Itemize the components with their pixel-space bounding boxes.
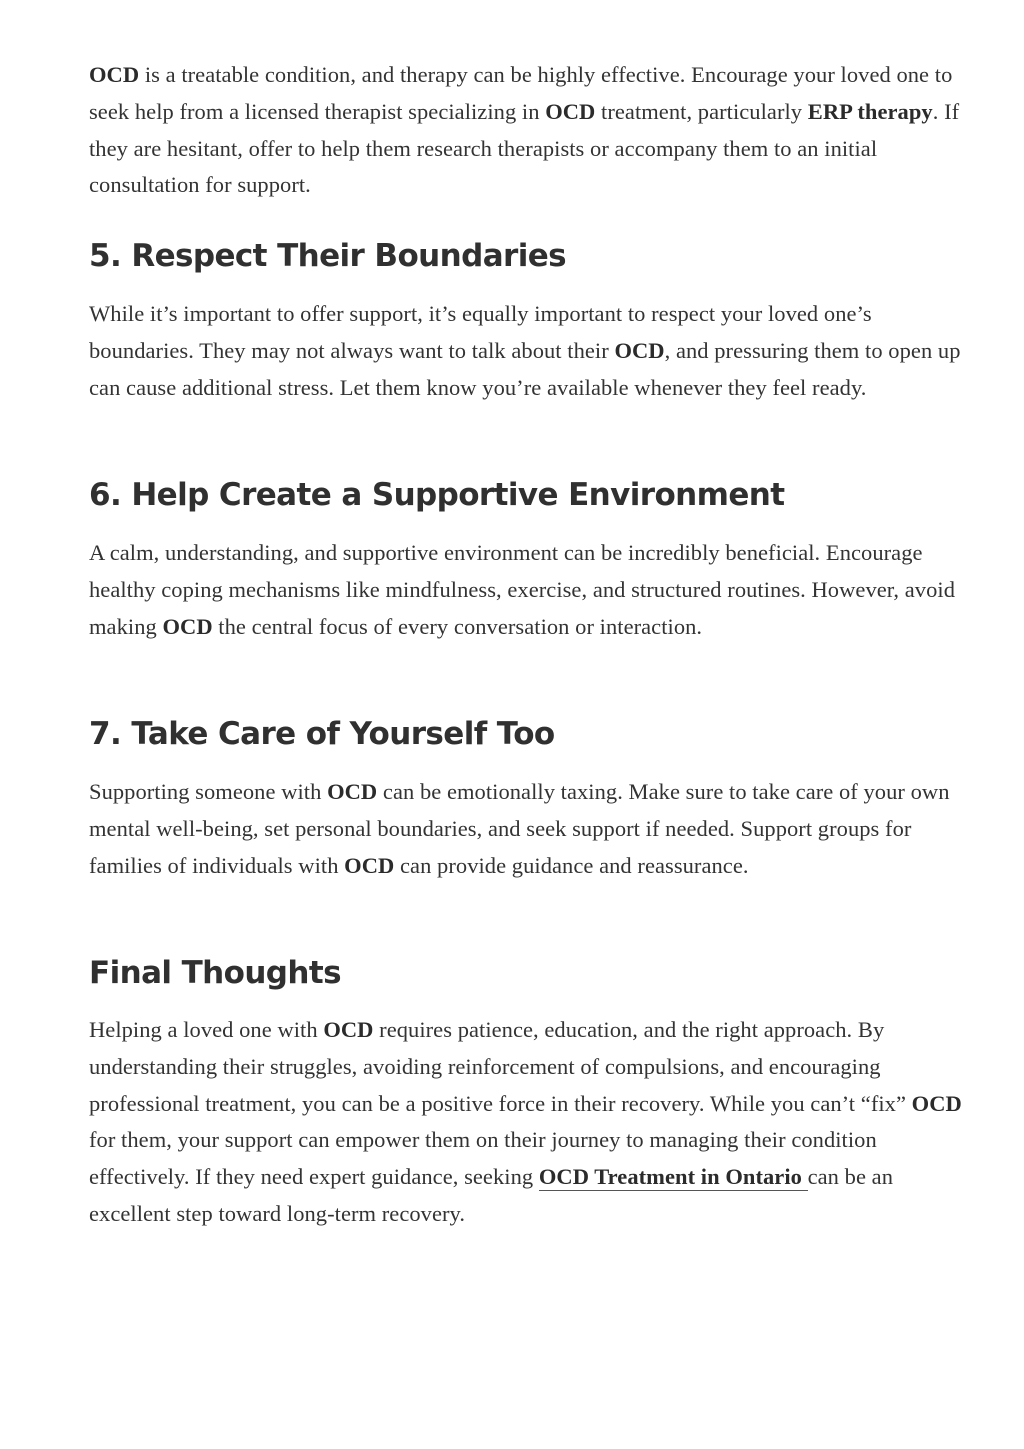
paragraph-text: can provide guidance and reassurance. <box>394 852 749 878</box>
paragraph-text: Helping a loved one with <box>89 1017 324 1042</box>
bold-term: OCD <box>162 613 213 639</box>
paragraph-text: Supporting someone with <box>89 779 328 804</box>
paragraph-text: requires patience, education, and the right approach. By understanding their struggles, avoiding reinforcement of compulsions, and encouraging professional treatment, you can be a positive force in their recovery. While you can’t “fix” <box>89 1017 912 1116</box>
section-paragraph-respect-boundaries <box>89 296 969 406</box>
section-heading-final-thoughts: Final Thoughts <box>89 955 341 991</box>
section-heading-supportive-environment: 6. Help Create a Supportive Environment <box>89 477 785 513</box>
bold-term: ERP therapy <box>807 98 933 124</box>
section-paragraph-final-thoughts <box>89 1012 969 1233</box>
paragraph-text: the central focus of every conversation or interaction. <box>212 613 703 639</box>
paragraph-text: is a treatable condition, and therapy can be highly effective. Encourage your loved one to seek help from a licensed therapist specializing in <box>89 62 953 124</box>
section-paragraph-take-care-yourself <box>89 774 969 884</box>
paragraph-text: for them, your support can empower them on their journey to managing their condition effectively. If they need expert guidance, seeking <box>89 1127 877 1190</box>
paragraph-text: While it’s important to offer support, it’s equally important to respect your loved one’s boundaries. They may not always want to talk about their <box>89 301 872 363</box>
section-heading-respect-boundaries: 5. Respect Their Boundaries <box>89 238 566 274</box>
section-paragraph-supportive-environment <box>89 535 969 645</box>
paragraph-text: treatment, particularly <box>595 98 808 124</box>
bold-term: OCD <box>323 1017 374 1042</box>
paragraph-text: . If they are hesitant, offer to help them research therapists or accompany them to an initial consultation for support. <box>89 98 960 198</box>
ocd-treatment-ontario-link[interactable]: OCD Treatment in Ontario <box>538 1164 808 1190</box>
bold-term: OCD <box>89 62 140 87</box>
bold-term: OCD <box>344 852 395 878</box>
bold-term: OCD <box>911 1090 962 1116</box>
paragraph-text: , and pressuring them to open up can cause additional stress. Let them know you’re available whenever they feel ready. <box>89 337 961 400</box>
section-heading-take-care-yourself: 7. Take Care of Yourself Too <box>89 716 555 752</box>
bold-term: OCD <box>545 98 596 124</box>
paragraph-text: A calm, understanding, and supportive environment can be incredibly beneficial. Encourage healthy coping mechanisms like mindfulness, exercise, and structured routines. However, avoid making <box>89 540 956 639</box>
bold-term: OCD <box>614 337 665 363</box>
paragraph-text: can be an excellent step toward long-term recovery. <box>89 1164 893 1226</box>
intro-paragraph <box>89 57 969 204</box>
bold-term: OCD <box>327 779 378 804</box>
paragraph-text: can be emotionally taxing. Make sure to take care of your own mental well-being, set personal boundaries, and seek support if needed. Support groups for families of individuals with <box>89 779 950 878</box>
